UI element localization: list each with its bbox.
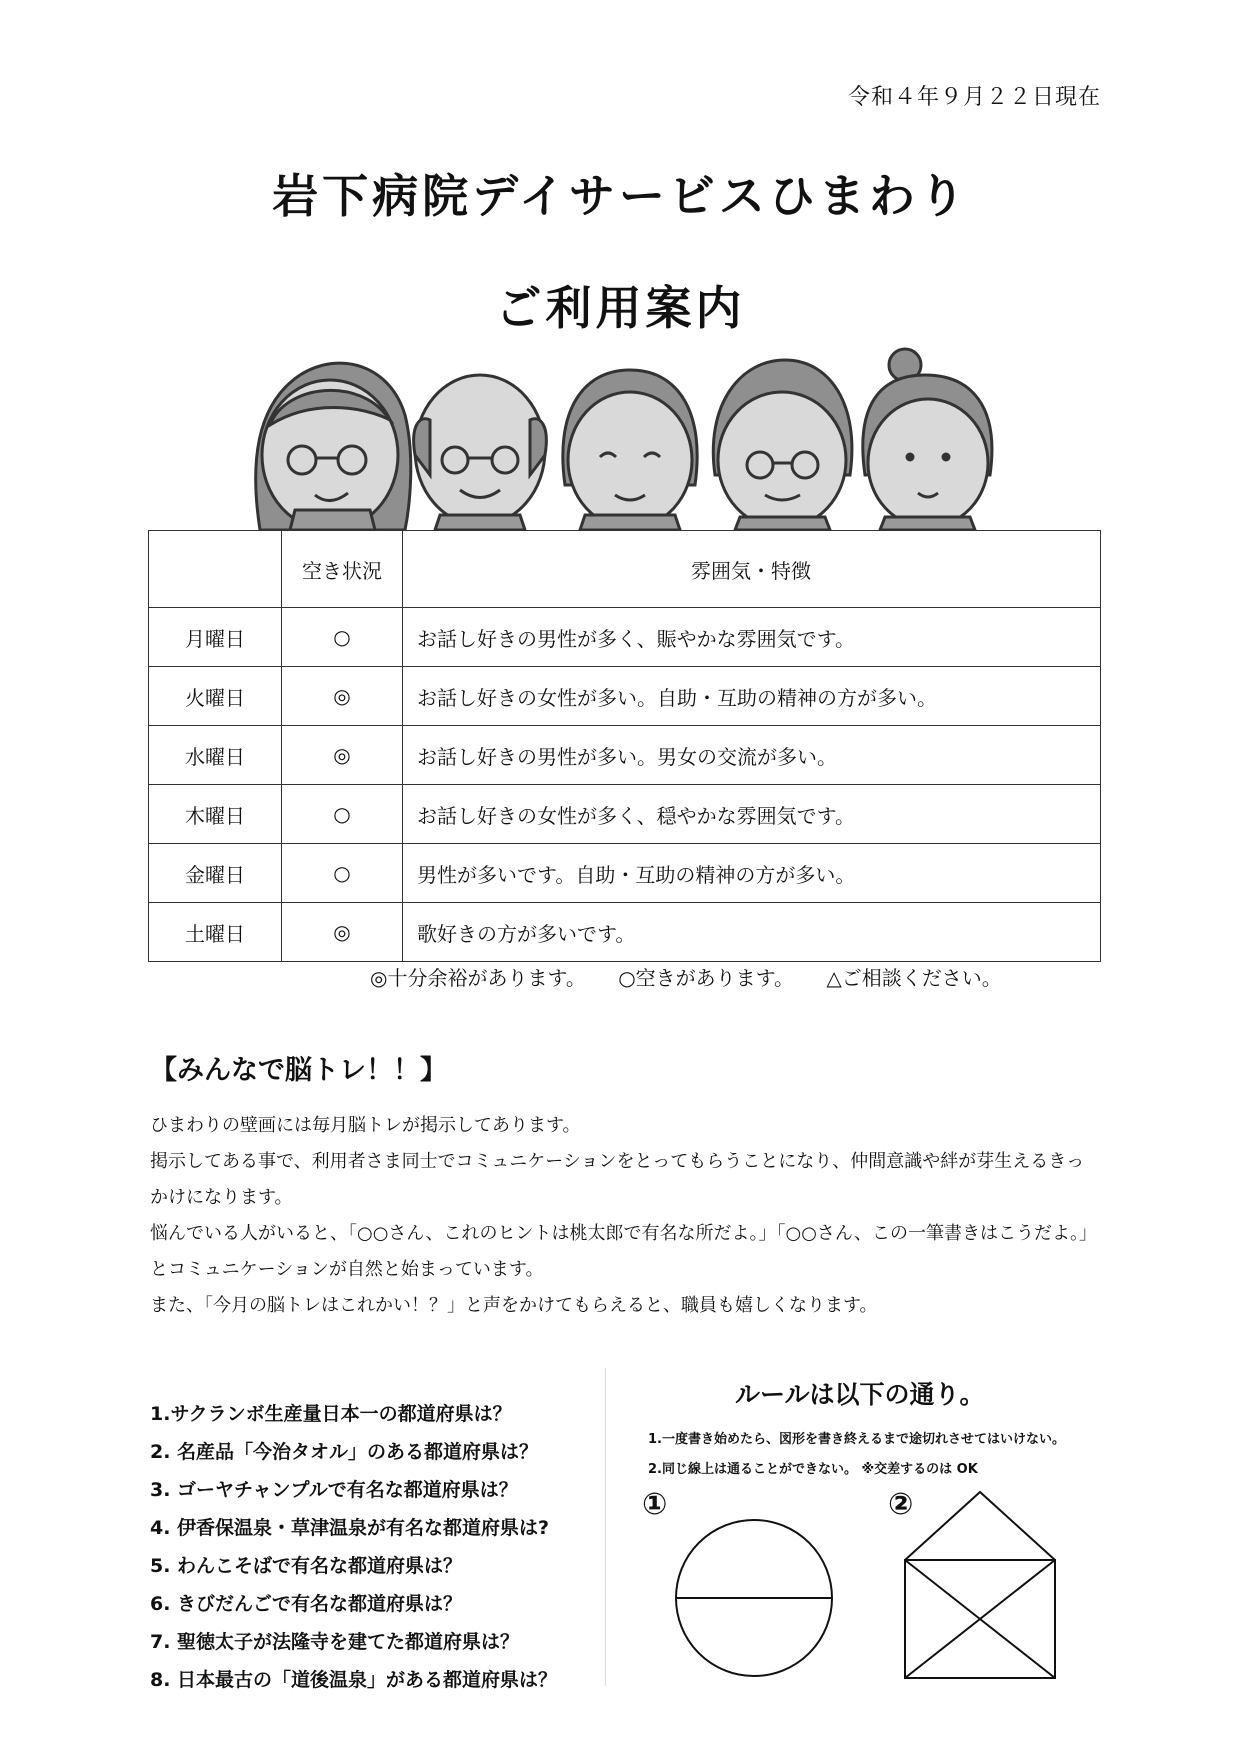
table-row bbox=[149, 844, 1101, 903]
body-paragraph: 掲示してある事で、利用者さま同士でコミュニケーションをとってもらうことになり、仲間意識や絆が芽生えるきっかけになります。 bbox=[150, 1151, 1085, 1208]
status-cell: ○ bbox=[282, 844, 403, 903]
day-cell: 土曜日 bbox=[149, 903, 282, 962]
quiz-item: 3. ゴーヤチャンプルで有名な都道府県は？ bbox=[150, 1479, 518, 1501]
section-divider bbox=[605, 1368, 606, 1686]
brain-training-heading: 【みんなで脳トレ！！】 bbox=[150, 1055, 447, 1086]
status-cell: ○ bbox=[282, 785, 403, 844]
day-cell: 水曜日 bbox=[149, 726, 282, 785]
quiz-item: 6. きびだんごで有名な都道府県は？ bbox=[150, 1593, 463, 1615]
header-availability: 空き状況 bbox=[282, 531, 403, 608]
elder-face-5 bbox=[863, 349, 992, 530]
note-cell: 歌好きの方が多いです。 bbox=[403, 903, 1101, 962]
note-cell: お話し好きの男性が多く、賑やかな雰囲気です。 bbox=[403, 608, 1101, 667]
quiz-item: 8. 日本最古の「道後温泉」がある都道府県は？ bbox=[150, 1669, 558, 1691]
day-cell: 木曜日 bbox=[149, 785, 282, 844]
table-row bbox=[149, 903, 1101, 962]
status-cell: ◎ bbox=[282, 726, 403, 785]
shape-label-2: ② bbox=[888, 1487, 914, 1522]
elder-face-3 bbox=[563, 370, 697, 530]
rules-title: ルールは以下の通り。 bbox=[735, 1380, 985, 1409]
header-blank bbox=[149, 531, 282, 608]
status-cell: ○ bbox=[282, 608, 403, 667]
date-stamp: 令和４年９月２２日現在 bbox=[847, 85, 1101, 110]
table-row bbox=[149, 785, 1101, 844]
page-subtitle: ご利用案内 bbox=[495, 281, 746, 335]
body-paragraph: 悩んでいる人がいると、「○○さん、これのヒントは桃太郎で有名な所だよ。」「○○さん、この一筆書きはこうだよ。」とコミュニケーションが自然と始まっています。 bbox=[150, 1223, 1097, 1280]
body-paragraph: また、「今月の脳トレはこれかい！？」と声をかけてもらえると、職員も嬉しくなります。 bbox=[150, 1295, 878, 1316]
quiz-item: 2. 名産品「今治タオル」のある都道府県は？ bbox=[150, 1441, 539, 1463]
header-atmosphere: 雰囲気・特徴 bbox=[403, 531, 1101, 608]
shape-label-1: ① bbox=[642, 1487, 668, 1522]
quiz-item: 7. 聖徳太子が法隆寺を建てた都道府県は？ bbox=[150, 1631, 520, 1653]
quiz-item: 1.サクランボ生産量日本一の都道府県は？ bbox=[150, 1403, 512, 1425]
status-cell: ◎ bbox=[282, 667, 403, 726]
table-row bbox=[149, 667, 1101, 726]
table-row bbox=[149, 726, 1101, 785]
quiz-list bbox=[150, 1395, 557, 1699]
note-cell: お話し好きの男性が多い。男女の交流が多い。 bbox=[403, 726, 1101, 785]
table-row bbox=[149, 608, 1101, 667]
body-paragraph: ひまわりの壁画には毎月脳トレが掲示してあります。 bbox=[150, 1115, 581, 1136]
availability-legend: ◎十分余裕があります。 ○空きがあります。 △ご相談ください。 bbox=[370, 966, 1002, 990]
elder-face-2 bbox=[414, 375, 547, 530]
elder-face-1 bbox=[256, 363, 411, 530]
one-stroke-puzzles bbox=[630, 1480, 1100, 1690]
elder-face-4 bbox=[713, 360, 852, 530]
day-cell: 火曜日 bbox=[149, 667, 282, 726]
house-envelope-puzzle bbox=[905, 1492, 1055, 1678]
status-cell: ◎ bbox=[282, 903, 403, 962]
note-cell: 男性が多いです。自助・互助の精神の方が多い。 bbox=[403, 844, 1101, 903]
circle-puzzle bbox=[676, 1520, 832, 1676]
day-cell: 金曜日 bbox=[149, 844, 282, 903]
rule-item: 1.一度書き始めたら、図形を書き終えるまで途切れさせてはいけない。 bbox=[648, 1432, 1065, 1447]
note-cell: お話し好きの女性が多い。自助・互助の精神の方が多い。 bbox=[403, 667, 1101, 726]
table-header-row bbox=[149, 531, 1101, 608]
note-cell: お話し好きの女性が多く、穏やかな雰囲気です。 bbox=[403, 785, 1101, 844]
five-elderly-faces-illustration bbox=[240, 345, 1010, 530]
day-cell: 月曜日 bbox=[149, 608, 282, 667]
page-title: 岩下病院デイサービスひまわり bbox=[272, 169, 969, 223]
rule-item: 2.同じ線上は通ることができない。 ※交差するのは OK bbox=[648, 1462, 978, 1477]
quiz-item: 5. わんこそばで有名な都道府県は？ bbox=[150, 1555, 463, 1577]
schedule-table bbox=[148, 530, 1101, 962]
brain-training-description bbox=[150, 1108, 1100, 1324]
quiz-item: 4. 伊香保温泉・草津温泉が有名な都道府県は? bbox=[150, 1517, 550, 1539]
